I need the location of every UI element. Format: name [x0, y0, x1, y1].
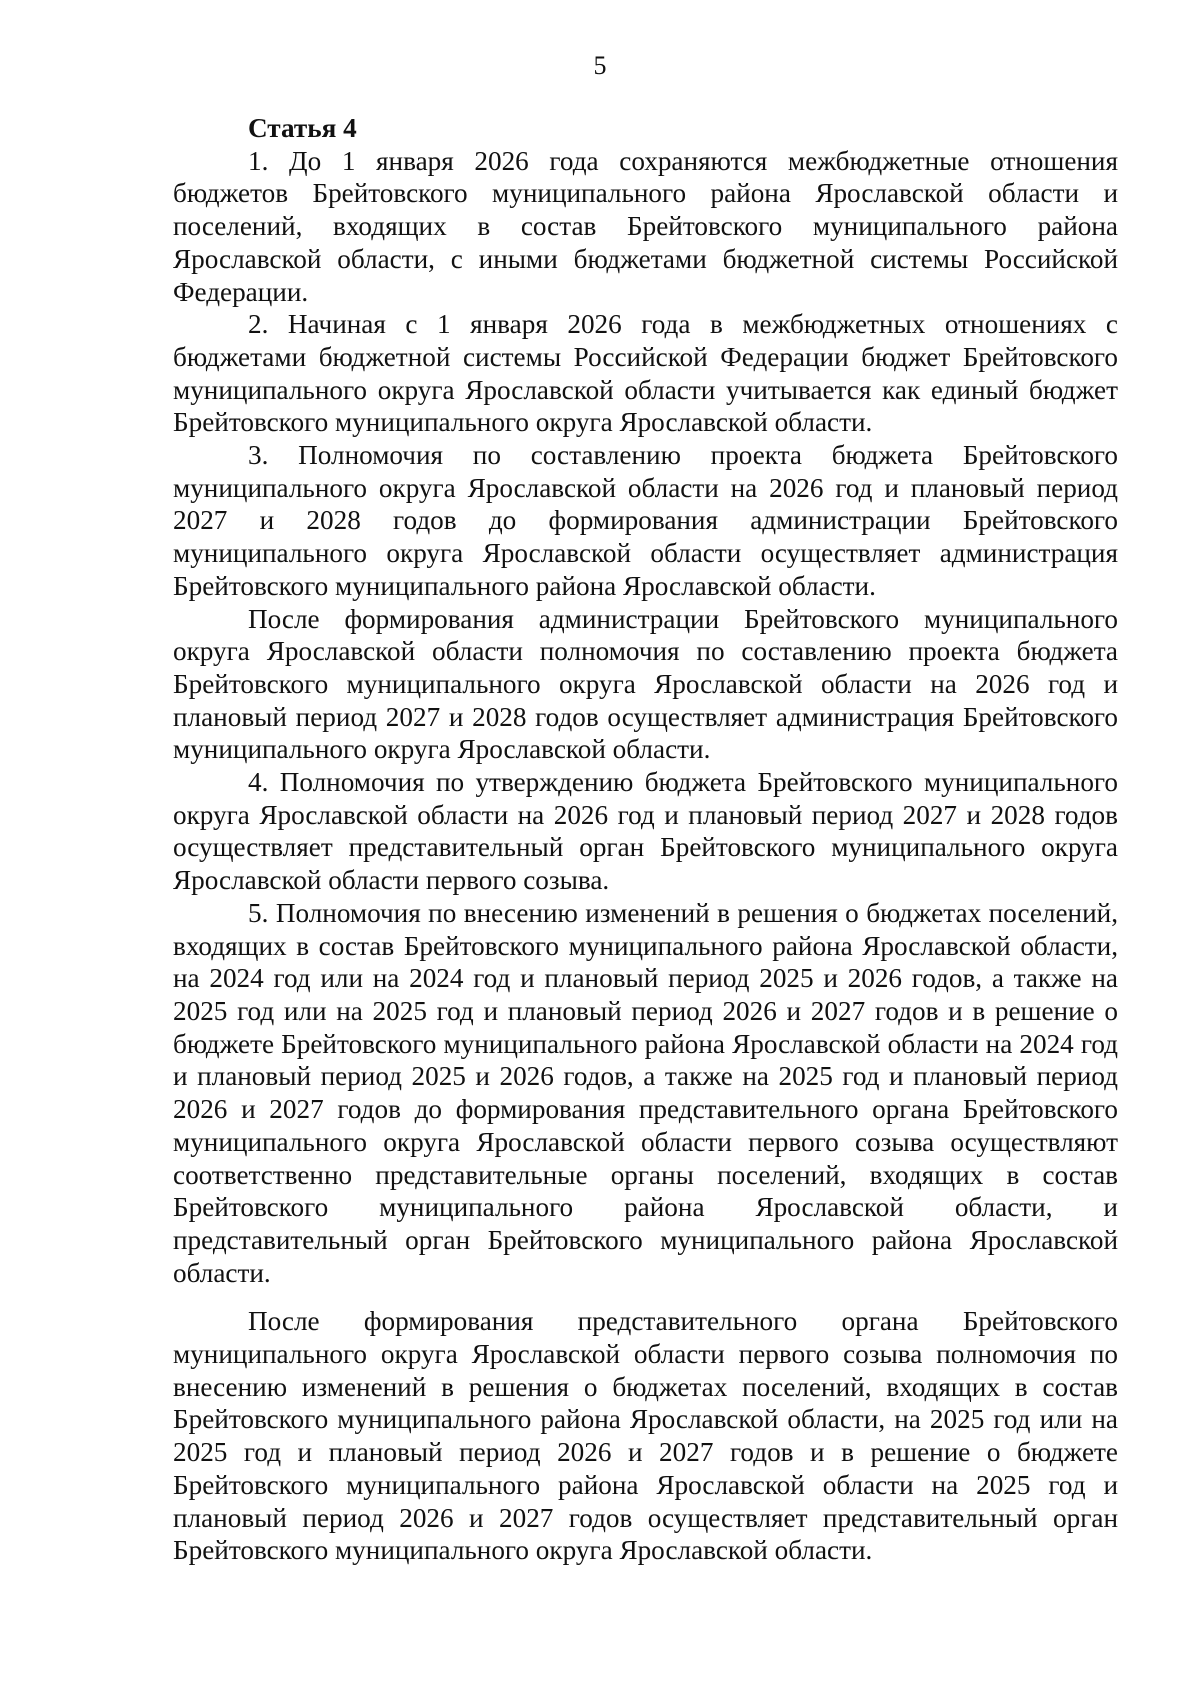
article-paragraph-3-continuation: После формирования администрации Брейтовского муниципального округа Ярославской области полномочия по составлению проекта бюджета Брейтовского муниципального округа Ярославской области на 2026 год и плановый период 2027 и 2028 годов осуществляет администрация Брейтовского муниципального округа Ярославской области.	[173, 603, 1118, 765]
article-paragraph-4: 4. Полномочия по утверждению бюджета Брейтовского муниципального округа Ярославской области на 2026 год и плановый период 2027 и 2028 годов осуществляет представительный орган Брейтовского муниципального округа Ярославской области первого созыва.	[173, 767, 1118, 896]
article-title: Статья 4	[248, 113, 357, 143]
article-paragraph-2: 2. Начиная с 1 января 2026 года в межбюджетных отношениях с бюджетами бюджетной системы Российской Федерации бюджет Брейтовского муниципального округа Ярославской области учитывается как единый бюджет Брейтовского муниципального округа Ярославской области.	[173, 309, 1118, 438]
article-body	[173, 112, 1118, 1567]
page-number: 5	[593, 51, 607, 80]
article-paragraph-1: 1. До 1 января 2026 года сохраняются межбюджетные отношения бюджетов Брейтовского муниципального района Ярославской области и поселений, входящих в состав Брейтовского муниципального района Ярославской области, с иными бюджетами бюджетной системы Российской Федерации.	[173, 145, 1118, 307]
article-paragraph-5: 5. Полномочия по внесению изменений в решения о бюджетах поселений, входящих в состав Брейтовского муниципального района Ярославской области, на 2024 год или на 2024 год и плановый период 2025 и 2026 годов, а также на 2025 год или на 2025 год и плановый период 2026 и 2027 годов и в решение о бюджете Брейтовского муниципального района Ярославской области на 2024 год и плановый период 2025 и 2026 годов, а также на 2025 год и плановый период 2026 и 2027 годов до формирования представительного органа Брейтовского муниципального округа Ярославской области первого созыва осуществляют соответственно представительные органы поселений, входящих в состав Брейтовского муниципального района Ярославской области, и представительный орган Брейтовского муниципального района Ярославской области.	[173, 897, 1118, 1288]
article-paragraph-5-continuation: После формирования представительного органа Брейтовского муниципального округа Ярославской области первого созыва полномочия по внесению изменений в решения о бюджетах поселений, входящих в состав Брейтовского муниципального района Ярославской области, на 2025 год или на 2025 год и плановый период 2026 и 2027 годов и в решение о бюджете Брейтовского муниципального района Ярославской области на 2025 год и плановый период 2026 и 2027 годов осуществляет представительный орган Брейтовского муниципального округа Ярославской области.	[173, 1306, 1118, 1566]
article-paragraph-3: 3. Полномочия по составлению проекта бюджета Брейтовского муниципального округа Ярославской области на 2026 год и плановый период 2027 и 2028 годов до формирования администрации Брейтовского муниципального округа Ярославской области осуществляет администрация Брейтовского муниципального района Ярославской области.	[173, 440, 1118, 601]
